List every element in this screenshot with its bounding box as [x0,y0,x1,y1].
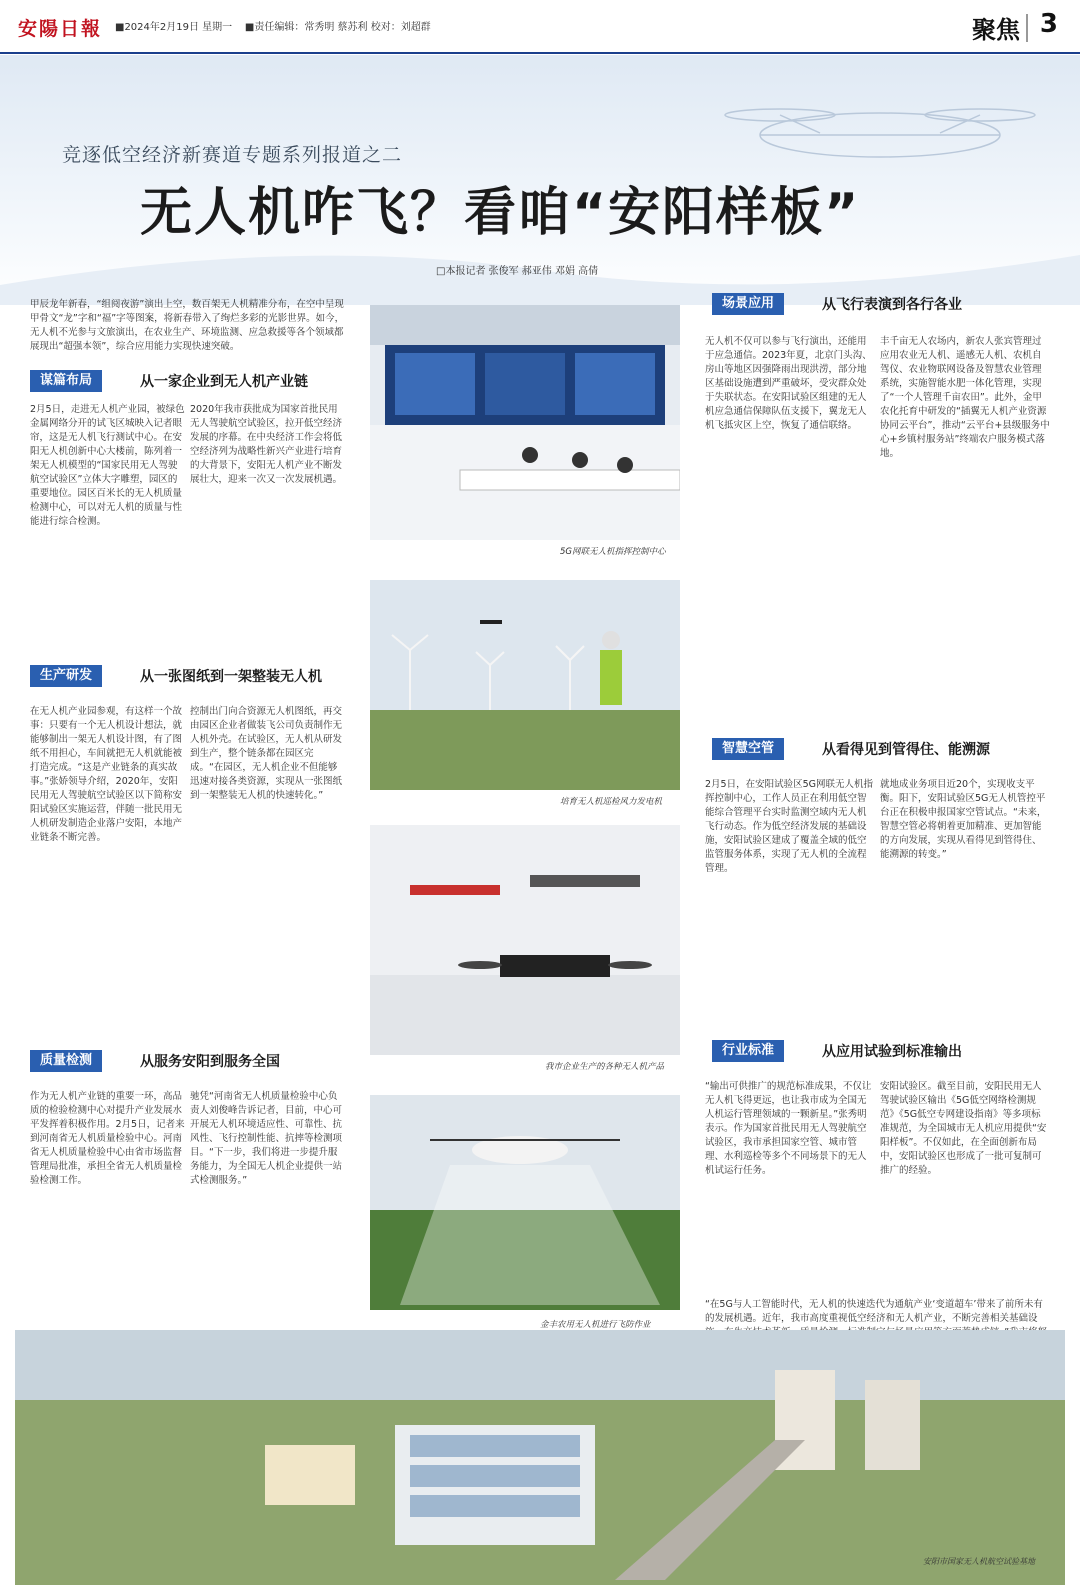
editors-credit: ■责任编辑：常秀明 蔡苏利 校对：刘超群 [244,22,431,33]
body-column: 2020年我市获批成为国家首批民用无人驾驶航空试验区，拉开低空经济发展的序幕。在中央经济工作会将低空经济列为战略性新兴产业进行培育的大背景下，安阳无人机产业不断发展壮大，迎来一次又一次发展机遇。 [190,404,343,485]
body-column: 就地成业务项目近20个，实现收支平衡。阳下，安阳试验区5G无人机管控平台正在积极申报国家空管试点。“未来，智慧空管必将朝着更加精准、更加智能的方向发展，实现从看得见到管得住、能溯源的转变。” [880,779,1047,860]
section-tag: 场景应用 [712,293,784,315]
photo-drone-products [370,825,680,1055]
section-tag: 生产研发 [30,665,102,687]
section-header-6 [712,1040,1032,1062]
closing-paragraph: “在5G与人工智能时代，无人机的快速迭代为通航产业‘变道超车’带来了前所未有的发展机遇。近年，我市高度重视低空经济和无人机产业，不断完善相关基础设 [705,1299,1043,1324]
article-byline: □本报记者 张俊军 郝亚伟 邓娟 高倩 [436,266,599,277]
page-number: 3 [1039,9,1058,39]
section-title: 从一家企业到无人机产业链 [140,374,308,390]
divider [1026,14,1028,42]
body-column: “输出可供推广的规范标准成果，不仅让无人机飞得更远，也让我市成为全国无人机运行管理领域的一颗新星。”张秀明表示。作为国家首批民用无人驾驶航空试验区，我市承担国家空管、城市管理、水利巡检等多个不同场景下的无人机试运行任务。 [705,1081,872,1176]
body-column: 安阳试验区。截至目前，安阳民用无人驾驶试验区输出《5G低空网络检测规范》《5G低空专网建设指南》等多项标准规范，为全国城市无人机应用提供“安阳样板”。不仅如此，在全面创新布局中，安阳试验区也形成了一批可复制可推广的经验。 [880,1081,1047,1176]
section-title: 从飞行表演到各行各业 [822,297,962,313]
article-headline: 无人机咋飞？看咱“安阳样板” [140,183,861,243]
article-lead: 甲辰龙年新春，“组阅夜游”演出上空，数百架无人机精准分布，在空中呈现甲骨文“龙”字和“福”字等图案，将新春带入了绚烂多彩的光影世界。如今，无人机不光参与文旅演出，在农业生产、环境监测、应急救援等各个领域都展现出“超强本领”，综合应用能力实现快速突破。 [30,299,345,352]
article-kicker: 竞逐低空经济新赛道专题系列报道之二 [62,144,403,166]
issue-info [115,18,431,33]
section-header-3 [30,1050,350,1072]
body-column: 2月5日，在安阳试验区5G网联无人机指挥控制中心，工作人员正在利用低空智能综合管理平台实时监测空域内无人机飞行动态。作为低空经济发展的基础设施，安阳试验区建成了覆盖全域的低空监管服务体系，实现了无人机的全流程管理。 [705,779,873,874]
section-title: 从看得见到管得住、能溯源 [822,742,990,758]
section-tag: 行业标准 [712,1040,784,1062]
section-name: 聚焦 [972,16,1020,44]
section-header-2 [30,665,350,687]
section-tag: 质量检测 [30,1050,102,1072]
section-title: 从应用试验到标准输出 [822,1044,962,1060]
section-header-1 [30,370,350,392]
body-column: 作为无人机产业链的重要一环，高品质的检验检测中心对提升产业发展水平发挥着积极作用。2月5日，记者来到河南省无人机质量检验中心。河南省无人机质量检验中心由省市场监督管理局批准，承担全省无人机质量检验检测工作。 [30,1091,185,1186]
section-title: 从服务安阳到服务全国 [140,1054,280,1070]
section-title: 从一张图纸到一架整装无人机 [140,669,322,685]
photo-control-center [370,305,680,540]
section-header-5 [712,738,1032,760]
photo-caption: 金丰农用无人机进行飞防作业 [540,1320,651,1330]
photo-wind-turbine [370,580,680,790]
photo-caption: 5G网联无人机指挥控制中心 [560,547,666,557]
body-column: 控制出门向合资源无人机图纸，再交由园区企业者做装飞公司负责制作无人机外壳。在试验区，无人机从研发到生产，整个链条都在园区完成。“在园区，无人机企业不但能够迅速对接各类资源，实现从一张图纸到一架整装无人机的快速转化。” [190,706,343,801]
issue-date: ■2024年2月19日 星期一 [115,22,233,33]
photo-caption: 培育无人机巡检风力发电机 [560,797,663,807]
body-column: 驰凭“河南省无人机质量检验中心负责人刘俊峰告诉记者，目前，中心可开展无人机环境适应性、可靠性、抗风性、飞行控制性能、抗摔等检测项目。“下一步，我们将进一步提升服务能力，为全国无人机企业提供一站式检测服务。” [190,1091,343,1186]
body-column: 无人机不仅可以参与飞行演出，还能用于应急通信。2023年夏，北京门头沟、房山等地区因强降雨出现洪涝，部分地区基础设施遭到严重破坏，受灾群众处于失联状态。在安阳试验区组建的无人机应急通信保障队伍支援下，翼龙无人机飞抵灾区上空，恢复了通信联络。 [705,336,872,431]
section-header-4 [712,293,1032,315]
photo-agricultural-drone [370,1095,680,1310]
body-column: 丰千亩无人农场内，新农人张宾管理过应用农业无人机、遥感无人机、农机自驾仪、农业物联网设备及智慧农业管理系统，实施智能水肥一体化管理，实现了“一个人管理千亩农田”。此外，金甲农化托育中研发的“插翼无人机产业资源协同云平台”，推动“云平台+县级服务中心+乡镇村服务站”终端农户服务模式落地。 [880,336,1050,459]
section-tag: 智慧空管 [712,738,784,760]
photo-caption: 我市企业生产的各种无人机产品 [545,1062,665,1072]
body-column: 2月5日，走进无人机产业园，被绿色金属网络分开的试飞区城映入记者眼帘，这是无人机飞行测试中心。在安阳无人机创新中心大楼前，陈列着一架无人机模型的“国家民用无人驾驶航空试验区”立体大字雕塑，园区的重要地位。园区百米长的无人机质量检测中心，可以对无人机的质量与性能进行综合检测。 [30,404,185,527]
photo-caption: 安阳市国家无人机航空试验基地 [923,1557,1035,1566]
newspaper-logo: 安陽日報 [18,18,103,40]
photo-aerial-base [15,1330,1065,1585]
section-tag: 谋篇布局 [30,370,102,392]
masthead [0,0,1080,54]
body-column: 在无人机产业园参观，有这样一个故事：只要有一个无人机设计想法，就能够制出一架无人机设计图，有了图纸不用担心，车间就把无人机就能被打造完成。“这是产业链条的真实故事。”张娇领导介绍，2020年，安阳民用无人驾驶航空试验区以下简称安阳试验区实施运营，伴随一批民用无人机研发制造企业落户安阳，本地产业链条不断完善。 [30,706,183,843]
